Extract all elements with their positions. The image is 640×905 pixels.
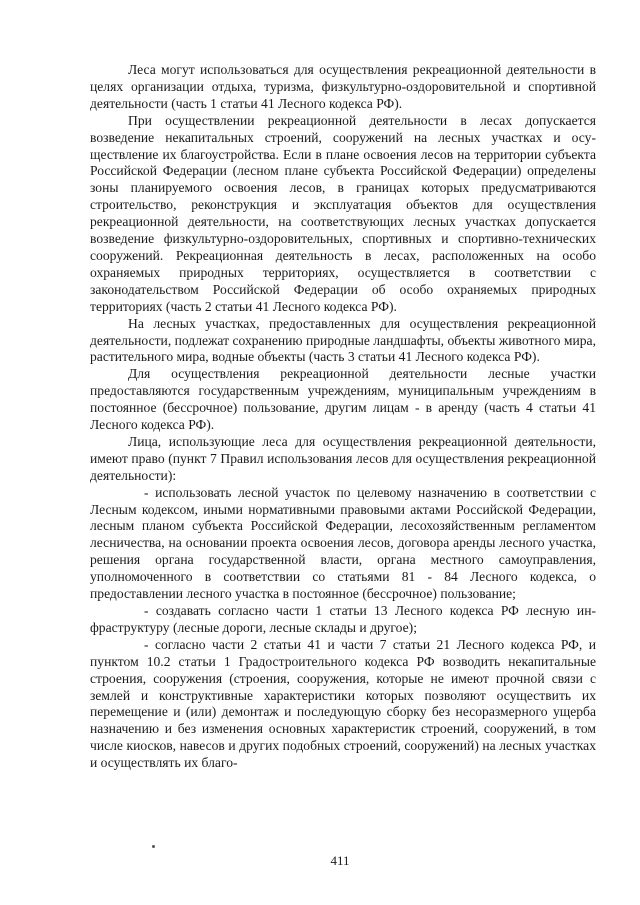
paragraph: Леса могут использоваться для осуществления рекреационной деятельности в целях организации отдыха, туризма, физкультурно-оздоровительной и спортивной деятельности (часть 1 статьи 41 Лесного кодекса РФ). [90,62,596,111]
paragraph: Лица, использующие леса для осуществления рекреационной деятельности, имеют право (пункт 7 Правил использования лесов для осуществления рекреационной деятельности): [90,433,596,483]
document-body [90,62,596,772]
paragraph: Для осуществления рекреационной деятельности лесные участки предоставляются государственным учреждениям, муниципальным учреждениям в постоянное (бессрочное) пользование, другим лицам - в аренду (часть 4 статьи 41 Лесного кодекса РФ). [90,366,596,433]
list-item: - создавать согласно части 1 статьи 13 Лесного кодекса РФ лесную инфраструктуру (лесные дороги, лесные склады и другое); [90,603,596,635]
scan-speck [152,845,155,848]
paragraph: При осуществлении рекреационной деятельности в лесах допускается возведение некапитальных строений, сооружений на лесных участках и осуществление их благоустройства. Если в плане освоения лесов на территории субъекта Российской Федерации (лесном плане субъекта Российской Федерации) определены зоны планируемого освоения лесов, в границах которых предусматриваются строительство, реконструкция и эксплуатация объектов для осуществления рекреационной деятельности, на соответствующих лесных участках допускается возведение физкультурно-оздоровительных, спортивных и спортивно-технических сооружений. Рекреационная деятельность в лесах, расположенных на особо охраняемых природных территориях, осуществляется в соответствии с законодательством Российской Федерации об особо охраняемых природных территориях (часть 2 статьи 41 Лесного кодекса РФ). [90,112,596,314]
list-item: - согласно части 2 статьи 41 и части 7 статьи 21 Лесного кодекса РФ, и пунктом 10.2 статьи 1 Градостроительного кодекса РФ возводить некапитальные строения, сооружения (строения, сооружения, которые не имеют прочной связи с землей и конструктивные характеристики которых позволяют осуществить их перемещение и (или) демонтаж и последующую сборку без несоразмерного ущерба назначению и без изменения основных характеристик строений, сооружений, в том числе киосков, навесов и других подобных строений, сооружений) на лесных участках и осуществлять их благо- [90,636,596,771]
page-number: 411 [330,853,350,868]
list-item: - использовать лесной участок по целевому назначению в соответствии с Лесным кодексом, иными нормативными правовыми актами Российской Федерации, лесным планом субъекта Российской Федерации, лесохозяйственным регламентом лесничества, на основании проекта освоения лесов, договора аренды лесного участка, решения органа государственной власти, органа местного самоуправления, уполномоченного в соответствии со статьями 81 - 84 Лесного кодекса, о предоставлении лесного участка в постоянное (бессрочное) пользование; [90,484,596,602]
paragraph: На лесных участках, предоставленных для осуществления рекреационной деятельности, подлежат сохранению природные ландшафты, объекты животного мира, растительного мира, водные объекты (часть 3 статьи 41 Лесного кодекса РФ). [90,315,596,365]
